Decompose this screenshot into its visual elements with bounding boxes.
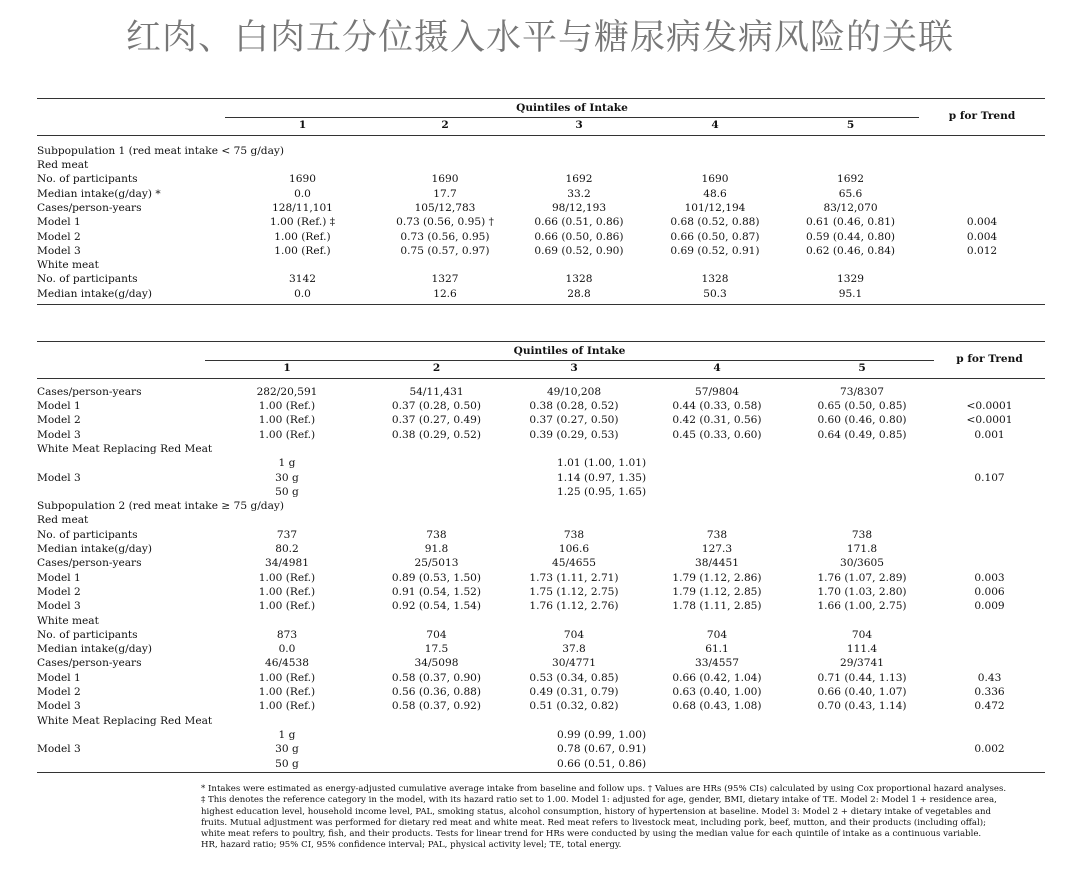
section-label: White meat (37, 614, 99, 627)
table-row (37, 215, 1045, 229)
cell-value: 12.6 (433, 287, 457, 300)
cell-value: 0.39 (0.29, 0.53) (529, 428, 619, 441)
row-label: No. of participants (37, 528, 138, 541)
row-label: Model 2 (37, 414, 81, 427)
quintiles-header: Quintiles of Intake (225, 99, 919, 118)
cell-value: 0.69 (0.52, 0.91) (670, 244, 760, 257)
p-trend-value: 0.006 (974, 585, 1005, 598)
table-row (37, 230, 1045, 244)
cell-value: 0.0 (278, 643, 296, 656)
footnote-line: highest education level, household income level, PAL, smoking status, alcohol consumption, history of hypertension at baseline. Model 3: Model 2 + dietary intake of vegetables and (201, 806, 992, 817)
table-row (37, 671, 1045, 685)
cell-value: 0.44 (0.33, 0.58) (672, 400, 762, 413)
table-row (37, 585, 1045, 599)
cell-value: 1.66 (1.00, 2.75) (817, 600, 907, 613)
row-label: No. of participants (37, 173, 138, 186)
row-label: Median intake(g/day) (37, 643, 152, 656)
cell-value: 0.53 (0.34, 0.85) (529, 671, 619, 684)
cell-value: 704 (563, 628, 585, 641)
dose-label: 50 g (275, 485, 299, 498)
p-trend-value: <0.0001 (966, 400, 1013, 413)
cell-value: 704 (706, 628, 728, 641)
table-row (37, 385, 1045, 399)
p-trend-value (934, 642, 1045, 656)
cell-value: 738 (426, 528, 447, 541)
quintile-header: 3 (504, 361, 644, 379)
cell-value: 0.65 (0.50, 0.85) (817, 400, 907, 413)
p-trend-value: <0.0001 (966, 414, 1013, 427)
cell-value: 33.2 (567, 187, 591, 200)
table-row (37, 642, 1045, 656)
row-label: Cases/person-years (37, 557, 142, 570)
row-label: Model 1 (37, 216, 81, 229)
replacing-value: 0.66 (0.51, 0.86) (557, 757, 647, 770)
row-label: Model 3 (37, 700, 81, 713)
cell-value: 95.1 (838, 287, 863, 300)
p-trend-value: 0.004 (966, 230, 998, 243)
cell-value: 0.68 (0.52, 0.88) (670, 216, 760, 229)
footnote-line: ‡ This denotes the reference category in the model, with its hazard ratio set to 1.00. Model 1: adjusted for age, gender, BMI, dietary intake of TE. Model 2: Model 1 + residence area, (201, 795, 997, 806)
footnote-line: HR, hazard ratio; 95% CI, 95% confidence interval; PAL, physical activity level; TE, total energy. (201, 840, 622, 851)
row-label: Cases/person-years (37, 657, 142, 670)
cell-value: 1328 (701, 273, 729, 286)
cell-value: 17.5 (424, 643, 449, 656)
cell-value: 1.00 (Ref.) (258, 400, 316, 413)
table-row (37, 272, 1045, 286)
cell-value: 0.51 (0.32, 0.82) (529, 700, 619, 713)
p-trend-value: 0.43 (977, 671, 1002, 684)
cell-value: 1.70 (1.03, 2.80) (817, 585, 907, 598)
p-trend-value (919, 172, 1045, 186)
cell-value: 105/12,783 (414, 201, 476, 214)
p-trend-value (919, 287, 1045, 301)
p-trend-value: 0.002 (974, 743, 1005, 756)
section-label: Red meat (37, 514, 89, 527)
cell-value: 0.66 (0.50, 0.86) (534, 230, 624, 243)
cell-value: 737 (276, 528, 298, 541)
table-subpopulation-2 (37, 341, 1045, 773)
replacing-value: 0.99 (0.99, 1.00) (557, 728, 647, 741)
cell-value: 0.0 (294, 287, 311, 300)
row-label: Median intake(g/day) * (37, 187, 161, 200)
cell-value: 0.73 (0.56, 0.95) (400, 230, 490, 243)
cell-value: 0.63 (0.40, 1.00) (672, 686, 762, 699)
cell-value: 54/11,431 (409, 385, 464, 398)
p-trend-header: p for Trend (934, 342, 1045, 379)
row-label: Model 3 (37, 600, 81, 613)
cell-value: 1.79 (1.12, 2.85) (672, 585, 762, 598)
cell-value: 83/12,070 (823, 201, 878, 214)
cell-value: 106.6 (558, 543, 590, 556)
p-trend-value (919, 201, 1045, 215)
p-trend-value: 0.003 (974, 571, 1005, 584)
table-row (37, 172, 1045, 186)
cell-value: 1.00 (Ref.) (258, 600, 316, 613)
p-trend-value (934, 385, 1045, 399)
cell-value: 1690 (289, 173, 316, 186)
p-trend-value: 0.472 (974, 700, 1005, 713)
row-label: No. of participants (37, 628, 138, 641)
table-row (37, 571, 1045, 585)
p-trend-value: 0.009 (974, 600, 1005, 613)
cell-value: 171.8 (846, 543, 878, 556)
cell-value: 28.8 (567, 287, 591, 300)
cell-value: 1.00 (Ref.) (258, 686, 316, 699)
quintile-header: 4 (644, 361, 790, 379)
cell-value: 33/4557 (694, 657, 739, 670)
cell-value: 0.0 (294, 187, 311, 200)
cell-value: 61.1 (705, 643, 729, 656)
cell-value: 30/4771 (551, 657, 596, 670)
cell-value: 738 (706, 528, 728, 541)
quintile-header: 2 (380, 118, 510, 136)
section-label: White Meat Replacing Red Meat (37, 442, 213, 455)
cell-value: 0.38 (0.28, 0.52) (529, 400, 619, 413)
cell-value: 34/4981 (264, 557, 309, 570)
cell-value: 1692 (565, 173, 593, 186)
table-footnotes (201, 784, 1051, 852)
cell-value: 0.71 (0.44, 1.13) (817, 671, 907, 684)
quintile-header: 3 (510, 118, 648, 136)
cell-value: 0.38 (0.29, 0.52) (391, 428, 482, 441)
page-title: 红肉、白肉五分位摄入水平与糖尿病发病风险的关联 (125, 18, 954, 58)
cell-value: 0.66 (0.42, 1.04) (672, 671, 762, 684)
cell-value: 0.66 (0.50, 0.87) (670, 230, 760, 243)
row-label: Model 1 (37, 671, 81, 684)
cell-value: 1.79 (1.12, 2.86) (672, 571, 762, 584)
cell-value: 0.58 (0.37, 0.90) (391, 671, 482, 684)
quintiles-header: Quintiles of Intake (205, 342, 934, 361)
cell-value: 128/11,101 (272, 201, 333, 214)
row-label: Median intake(g/day) (37, 287, 152, 300)
quintile-header: 1 (205, 361, 369, 379)
table-row (37, 399, 1045, 413)
cell-value: 1329 (837, 273, 864, 286)
table-row (37, 528, 1045, 542)
row-label: Model 2 (37, 585, 81, 598)
p-trend-value: 0.336 (974, 686, 1005, 699)
row-label: Model 1 (37, 400, 81, 413)
footnote-line: white meat refers to poultry, fish, and their products. Tests for linear trend for HRs were conducted by using the median value for each quintile of intake as a continuous variable. (201, 829, 982, 840)
p-trend-value: 0.012 (966, 244, 998, 257)
cell-value: 0.37 (0.27, 0.49) (391, 414, 482, 427)
cell-value: 0.56 (0.36, 0.88) (391, 686, 482, 699)
cell-value: 38/4451 (694, 557, 739, 570)
cell-value: 37.8 (562, 643, 586, 656)
cell-value: 57/9804 (694, 385, 739, 398)
table-row (37, 428, 1045, 442)
quintile-header: 1 (225, 118, 380, 136)
table-row (37, 656, 1045, 670)
cell-value: 1.00 (Ref.) (258, 671, 316, 684)
cell-value: 0.45 (0.33, 0.60) (672, 428, 762, 441)
cell-value: 50.3 (703, 287, 727, 300)
cell-value: 0.60 (0.46, 0.80) (817, 414, 907, 427)
table-subpopulation-1 (37, 98, 1045, 305)
cell-value: 3142 (289, 273, 316, 286)
cell-value: 127.3 (701, 543, 733, 556)
section-label: Red meat (37, 159, 89, 172)
cell-value: 0.61 (0.46, 0.81) (805, 216, 896, 229)
cell-value: 1.00 (Ref.) (258, 585, 316, 598)
cell-value: 111.4 (846, 643, 878, 656)
cell-value: 91.8 (424, 543, 449, 556)
table-row (37, 413, 1045, 427)
table-row (37, 244, 1045, 258)
p-trend-header: p for Trend (919, 99, 1045, 136)
cell-value: 738 (563, 528, 585, 541)
cell-value: 1690 (431, 173, 459, 186)
section-label: White Meat Replacing Red Meat (37, 714, 213, 727)
cell-value: 1690 (701, 173, 729, 186)
dose-label: 30 g (275, 743, 299, 756)
row-label: Model 3 (37, 244, 81, 257)
section-label: Subpopulation 1 (red meat intake < 75 g/day) (37, 144, 285, 157)
section-label: White meat (37, 259, 99, 272)
dose-label: 1 g (278, 728, 296, 741)
p-trend-value: 0.107 (974, 471, 1005, 484)
cell-value: 17.7 (433, 187, 457, 200)
p-trend-value (919, 187, 1045, 201)
replacing-value: 0.78 (0.67, 0.91) (557, 743, 647, 756)
cell-value: 0.68 (0.43, 1.08) (672, 700, 762, 713)
cell-value: 873 (276, 628, 298, 641)
dose-label: 30 g (275, 471, 299, 484)
model-label: Model 3 (37, 471, 81, 484)
cell-value: 0.69 (0.52, 0.90) (534, 244, 624, 257)
cell-value: 101/12,194 (684, 201, 746, 214)
cell-value: 704 (851, 628, 873, 641)
cell-value: 0.75 (0.57, 0.97) (400, 244, 490, 257)
table-row (37, 628, 1045, 642)
cell-value: 0.89 (0.53, 1.50) (391, 571, 482, 584)
p-trend-value (934, 556, 1045, 570)
cell-value: 0.64 (0.49, 0.85) (817, 428, 907, 441)
footnote-line: fruits. Mutual adjustment was performed for dietary red meat and white meat. Red meat refers to livestock meat, including pork, beef, mutton, and their products (including offal); (201, 817, 987, 828)
row-label: Model 3 (37, 428, 81, 441)
cell-value: 29/3741 (840, 657, 885, 670)
p-trend-value (934, 628, 1045, 642)
cell-value: 0.37 (0.28, 0.50) (391, 400, 482, 413)
table-row (37, 287, 1045, 301)
cell-value: 1.78 (1.11, 2.85) (672, 600, 762, 613)
cell-value: 1327 (431, 273, 459, 286)
cell-value: 1.00 (Ref.) (258, 414, 316, 427)
cell-value: 1.76 (1.07, 2.89) (817, 571, 907, 584)
cell-value: 45/4655 (551, 557, 596, 570)
cell-value: 34/5098 (414, 657, 459, 670)
cell-value: 65.6 (838, 187, 863, 200)
cell-value: 1.00 (Ref.) (258, 700, 316, 713)
cell-value: 30/3605 (840, 557, 885, 570)
row-label: Model 2 (37, 686, 81, 699)
cell-value: 0.66 (0.40, 1.07) (817, 686, 907, 699)
p-trend-value: 0.004 (966, 216, 998, 229)
cell-value: 0.59 (0.44, 0.80) (805, 230, 896, 243)
cell-value: 0.58 (0.37, 0.92) (391, 700, 482, 713)
table-row (37, 187, 1045, 201)
p-trend-value (919, 272, 1045, 286)
table-row (37, 599, 1045, 613)
cell-value: 1.75 (1.12, 2.75) (529, 585, 619, 598)
cell-value: 0.49 (0.31, 0.79) (529, 686, 619, 699)
footnote-line: * Intakes were estimated as energy-adjusted cumulative average intake from baseline and follow ups. † Values are HRs (95% CIs) calculated by using Cox proportional hazard analyses. (201, 784, 1007, 794)
row-label: Median intake(g/day) (37, 543, 152, 556)
table-row (37, 556, 1045, 570)
quintile-header: 2 (369, 361, 504, 379)
cell-value: 1.00 (Ref.) (274, 230, 331, 243)
cell-value: 1.00 (Ref.) ‡ (269, 216, 336, 229)
row-label: Model 1 (37, 571, 81, 584)
row-label: Cases/person-years (37, 385, 142, 398)
cell-value: 73/8307 (840, 385, 885, 398)
cell-value: 80.2 (275, 543, 299, 556)
row-label: Cases/person-years (37, 201, 142, 214)
cell-value: 0.42 (0.31, 0.56) (672, 414, 762, 427)
quintile-header: 5 (790, 361, 934, 379)
replacing-value: 1.01 (1.00, 1.01) (557, 457, 647, 470)
quintile-header: 4 (648, 118, 782, 136)
cell-value: 1692 (837, 173, 864, 186)
row-label: Model 2 (37, 230, 81, 243)
cell-value: 1.73 (1.11, 2.71) (529, 571, 619, 584)
cell-value: 98/12,193 (551, 201, 607, 214)
table-row (37, 201, 1045, 215)
replacing-value: 1.14 (0.97, 1.35) (557, 471, 647, 484)
quintile-header: 5 (782, 118, 919, 136)
replacing-value: 1.25 (0.95, 1.65) (557, 485, 647, 498)
cell-value: 48.6 (703, 187, 727, 200)
cell-value: 1.00 (Ref.) (258, 428, 316, 441)
cell-value: 0.92 (0.54, 1.54) (391, 600, 482, 613)
cell-value: 0.70 (0.43, 1.14) (817, 700, 907, 713)
dose-label: 50 g (275, 757, 299, 770)
row-label: No. of participants (37, 273, 138, 286)
cell-value: 738 (851, 528, 873, 541)
cell-value: 0.62 (0.46, 0.84) (805, 244, 896, 257)
cell-value: 1328 (565, 273, 593, 286)
dose-label: 1 g (278, 457, 296, 470)
cell-value: 25/5013 (414, 557, 459, 570)
p-trend-value (934, 528, 1045, 542)
p-trend-value: 0.001 (974, 428, 1005, 441)
model-label: Model 3 (37, 743, 81, 756)
cell-value: 1.76 (1.12, 2.76) (529, 600, 619, 613)
cell-value: 49/10,208 (546, 385, 602, 398)
p-trend-value (934, 656, 1045, 670)
cell-value: 0.91 (0.54, 1.52) (391, 585, 482, 598)
table-row (37, 542, 1045, 556)
cell-value: 1.00 (Ref.) (274, 244, 331, 257)
cell-value: 704 (426, 628, 447, 641)
cell-value: 46/4538 (264, 657, 309, 670)
cell-value: 1.00 (Ref.) (258, 571, 316, 584)
table-row (37, 699, 1045, 713)
cell-value: 0.37 (0.27, 0.50) (529, 414, 619, 427)
p-trend-value (934, 542, 1045, 556)
table-row (37, 685, 1045, 699)
section-label: Subpopulation 2 (red meat intake ≥ 75 g/day) (37, 500, 285, 513)
cell-value: 282/20,591 (256, 385, 318, 398)
cell-value: 0.66 (0.51, 0.86) (534, 216, 624, 229)
cell-value: 0.73 (0.56, 0.95) † (396, 216, 494, 229)
